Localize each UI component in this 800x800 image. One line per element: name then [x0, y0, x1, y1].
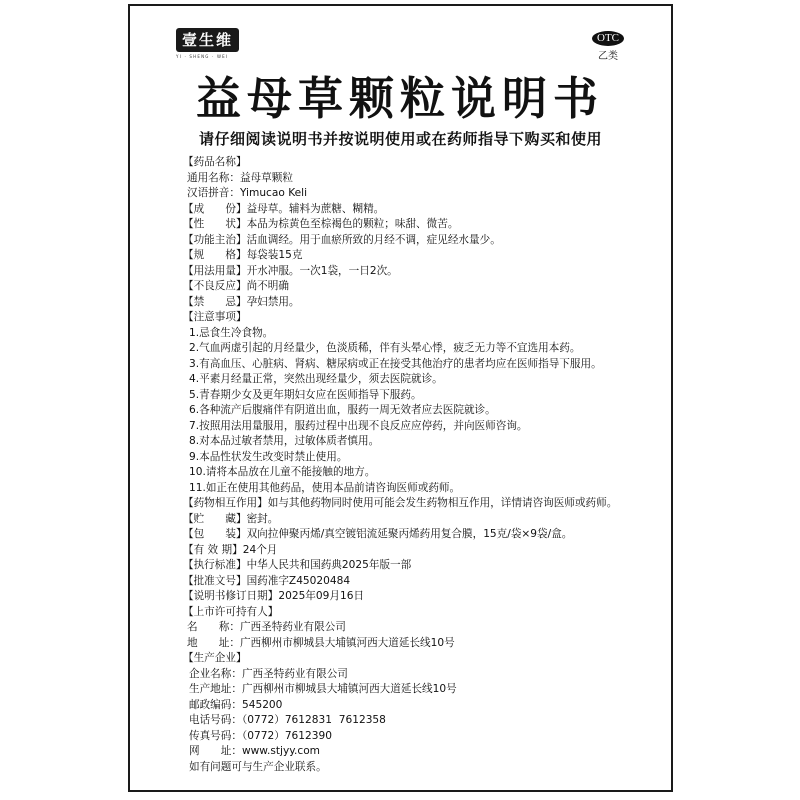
section-value: 国药准字Z45020484 [246, 574, 351, 587]
section-value: 如与其他药物同时使用可能会发生药物相互作用，详情请咨询医师或药师。 [267, 497, 618, 509]
precaution-item: 8.对本品过敏者禁用，过敏体质者慎用。 [189, 435, 380, 447]
section-label: 【禁 忌】 [183, 295, 247, 308]
brand-logo [176, 28, 239, 59]
section-value: 活血调经。用于血瘀所致的月经不调，症见经水量少。 [246, 233, 501, 246]
section-heading-manufacturer: 【生产企业】 [183, 652, 247, 664]
precaution-item: 6.各种流产后腹痛伴有阴道出血，服药一周无效者应去医院就诊。 [189, 404, 496, 416]
fax-row [183, 729, 663, 745]
section-value: 中华人民共和国药典2025年版一部 [246, 559, 412, 571]
section-value: 密封。 [246, 512, 279, 525]
section-value: 24个月 [242, 543, 278, 556]
section-value: 每袋装15克 [246, 249, 303, 261]
mah-name-row [183, 620, 663, 636]
section-label: 【不良反应】 [183, 280, 247, 292]
field-label: 电话号码： [189, 714, 242, 726]
field-label: 生产地址： [189, 683, 242, 695]
otc-class: 乙类 [598, 51, 618, 62]
field-value: 广西柳州市柳城县大埔镇河西大道延长线10号 [239, 636, 455, 649]
section-label: 【性 状】 [183, 218, 247, 230]
mah-address-row [183, 636, 663, 652]
section-label: 【功能主治】 [183, 233, 247, 246]
precaution-item: 2.气血两虚引起的月经量少，色淡质稀，伴有头晕心悸，疲乏无力等不宜选用本药。 [189, 342, 581, 354]
section-label: 【有 效 期】 [183, 543, 243, 556]
section-dosage [183, 264, 663, 280]
website-value: www.stjyy.com [241, 745, 320, 757]
precaution-item: 9.本品性状发生改变时禁止使用。 [189, 450, 348, 463]
section-value: 益母草。辅料为蔗糖、糊精。 [246, 202, 385, 215]
section-label: 【执行标准】 [183, 559, 247, 571]
section-revision-date [183, 589, 663, 605]
contact-footer: 如有问题可与生产企业联系。 [189, 760, 327, 773]
section-value: 开水冲服。一次1袋，一日2次。 [246, 264, 398, 277]
phone-row [183, 713, 663, 729]
field-label: 地 址： [187, 636, 240, 649]
section-value: 2025年09月16日 [278, 590, 365, 602]
field-label: 传真号码： [189, 729, 242, 742]
manufacturer-name-row [183, 667, 663, 683]
precaution-item: 4.平素月经量正常，突然出现经量少，须去医院就诊。 [189, 373, 443, 385]
page-title: 益母草颗粒说明书 [195, 72, 604, 125]
precaution-item: 7.按照用法用量服用，服药过程中出现不良反应应停药，并向医师咨询。 [189, 419, 528, 432]
section-label: 【药物相互作用】 [183, 497, 268, 509]
precaution-item: 10.请将本品放在儿童不能接触的地方。 [189, 466, 376, 478]
postal-code-row [183, 698, 663, 714]
field-value: （0772）7612390 [241, 729, 332, 742]
section-approval-number [183, 574, 663, 590]
section-appearance [183, 217, 663, 233]
generic-name-row [183, 171, 663, 187]
section-value: 双向拉伸聚丙烯/真空镀铝流延聚丙烯药用复合膜，15克/袋×9袋/盒。 [246, 528, 573, 540]
field-value: （0772）7612831 7612358 [241, 714, 386, 726]
section-ingredients [183, 202, 663, 218]
pinyin-value: Yimucao Keli [239, 187, 308, 199]
leaflet-content [183, 155, 663, 775]
section-label: 【说明书修订日期】 [183, 590, 279, 602]
pinyin-row [183, 186, 663, 202]
section-heading-drug-name: 【药品名称】 [183, 156, 247, 168]
section-indications [183, 233, 663, 249]
manufacturer-address-row [183, 682, 663, 698]
field-label: 企业名称： [189, 667, 242, 680]
field-value: 广西柳州市柳城县大埔镇河西大道延长线10号 [241, 683, 457, 695]
section-label: 【批准文号】 [183, 574, 247, 587]
section-expiry [183, 543, 663, 559]
precaution-item: 11.如正在使用其他药品，使用本品前请咨询医师或药师。 [189, 481, 461, 494]
section-heading-precautions: 【注意事项】 [183, 311, 247, 323]
section-packaging [183, 527, 663, 543]
field-value: 545200 [241, 698, 283, 711]
field-label: 名 称： [187, 621, 240, 633]
section-label: 【规 格】 [183, 249, 247, 261]
precaution-item: 3.有高血压、心脏病、肾病、糖尿病或正在接受其他治疗的患者均应在医师指导下服用。 [189, 357, 602, 370]
section-value: 尚不明确 [246, 280, 289, 292]
generic-name-value: 益母草颗粒 [239, 171, 293, 184]
section-label: 【用法用量】 [183, 264, 247, 277]
page-subtitle: 请仔细阅读说明书并按说明使用或在药师指导下购买和使用 [198, 130, 602, 148]
field-value: 广西圣特药业有限公司 [241, 667, 348, 680]
precaution-item: 5.青春期少女及更年期妇女应在医师指导下服药。 [189, 388, 422, 401]
brand-name: 壹生维 [176, 28, 239, 52]
field-label: 网 址： [189, 745, 242, 757]
otc-badge: OTC [592, 31, 624, 46]
section-storage [183, 512, 663, 528]
section-drug-interactions [183, 496, 663, 512]
section-label: 【包 装】 [183, 528, 247, 540]
section-value: 孕妇禁用。 [246, 295, 300, 308]
website-row [183, 744, 663, 760]
section-specification [183, 248, 663, 264]
section-standard [183, 558, 663, 574]
pinyin-label: 汉语拼音： [187, 187, 240, 199]
section-value: 本品为棕黄色至棕褐色的颗粒；味甜、微苦。 [246, 218, 459, 230]
generic-name-label: 通用名称： [187, 171, 240, 184]
otc-mark [586, 26, 630, 62]
section-contraindications [183, 295, 663, 311]
section-label: 【成 份】 [183, 202, 247, 215]
section-heading-mah: 【上市许可持有人】 [183, 605, 279, 618]
field-label: 邮政编码： [189, 698, 242, 711]
precaution-item: 1.忌食生冷食物。 [189, 326, 274, 339]
brand-pinyin: YI · SHENG · WEI [176, 54, 229, 59]
section-adverse-reactions [183, 279, 663, 295]
section-label: 【贮 藏】 [183, 512, 247, 525]
field-value: 广西圣特药业有限公司 [239, 621, 346, 633]
